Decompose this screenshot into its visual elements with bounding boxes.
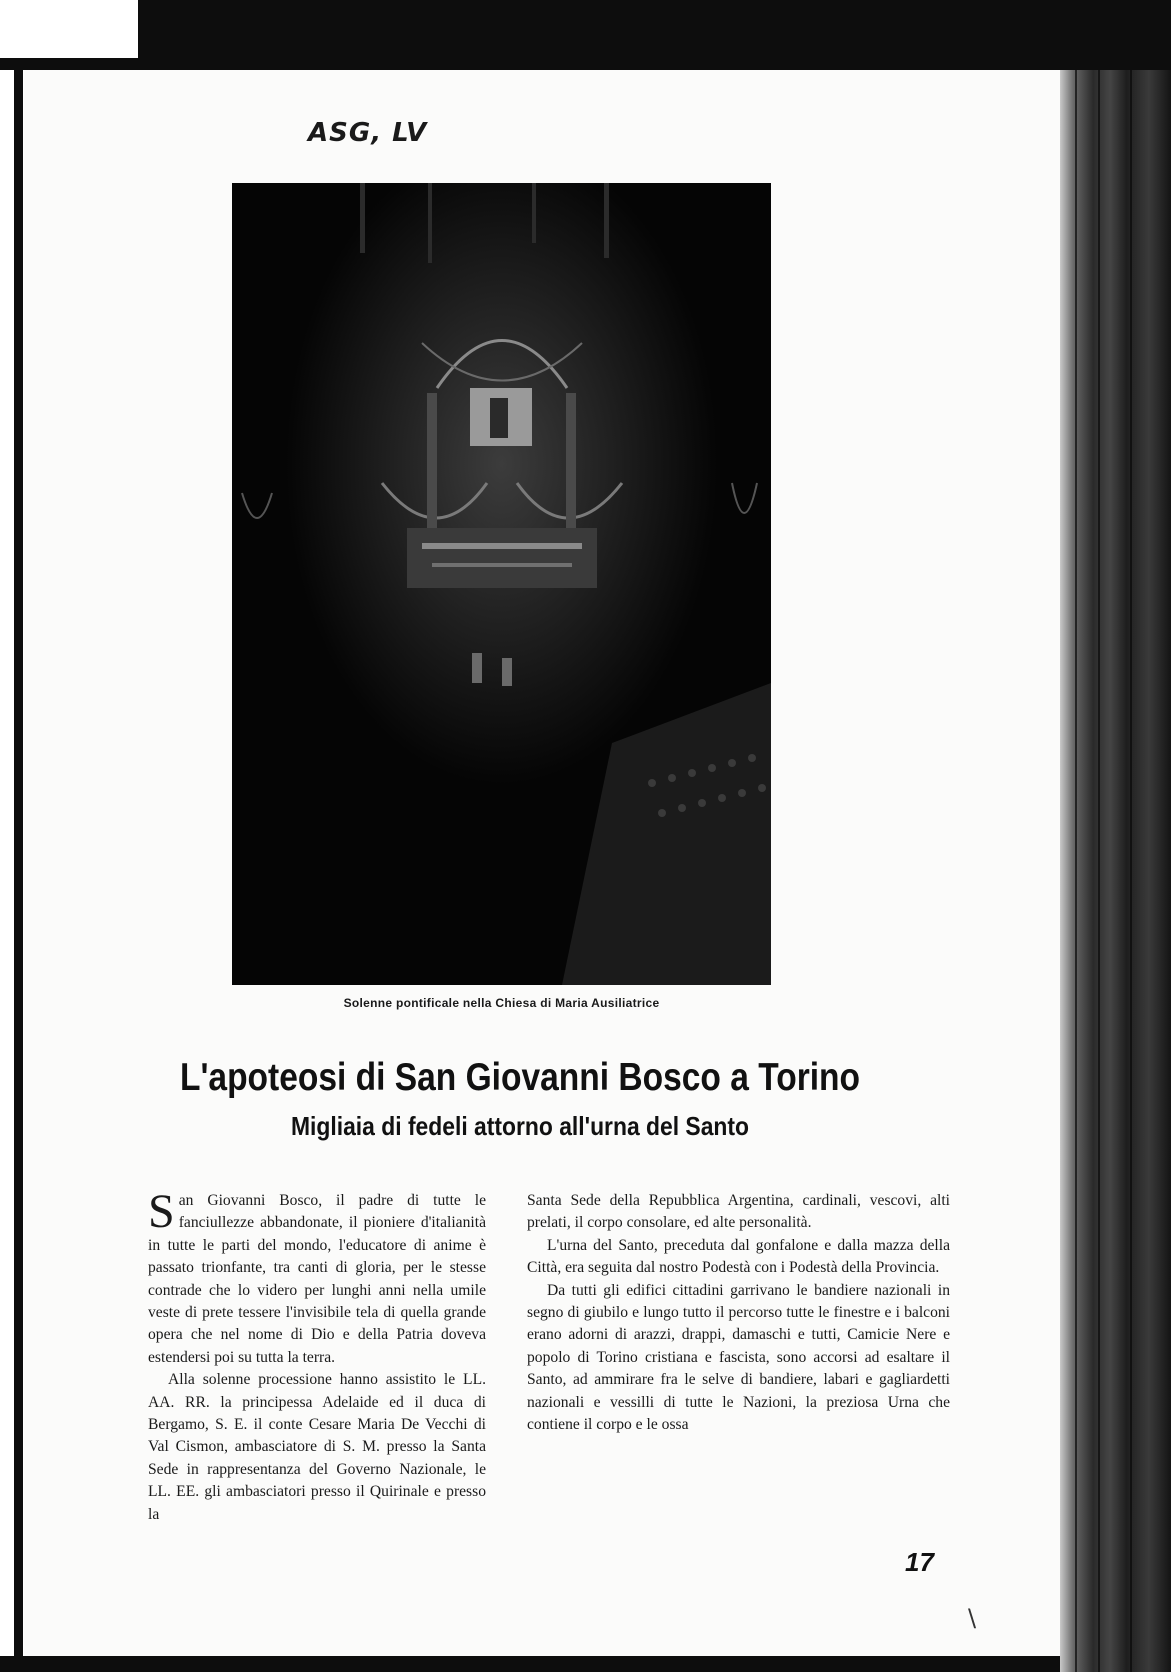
spine-edge-line bbox=[1130, 70, 1132, 1672]
paragraph-text: an Giovanni Bosco, il padre di tutte le fanciullezze abbandonate, il pioniere d'italianità in tutte le parti del mondo, l'educatore di anime è passato trionfante, tra canti di gloria, per le stesse contrade che lo videro per lunghi anni nella umile veste di prete tessere l'invisibile tela di quella grande opera che nel nome di Dio e della Patria doveva estendersi poi su tutta la terra. bbox=[148, 1192, 486, 1366]
scan-border-left bbox=[14, 58, 23, 1672]
drop-cap: S bbox=[148, 1185, 175, 1238]
spine-edge-line bbox=[1075, 70, 1077, 1672]
photo-caption: Solenne pontificale nella Chiesa di Maria Ausiliatrice bbox=[343, 996, 660, 1010]
article-column-right bbox=[527, 1190, 950, 1436]
margin-pen-mark: \ bbox=[968, 1604, 977, 1632]
paragraph bbox=[148, 1185, 486, 1369]
scan-border-bottom bbox=[0, 1656, 1171, 1672]
church-altar-photo-icon bbox=[232, 183, 771, 985]
scan-border-notch bbox=[0, 0, 138, 58]
paragraph: L'urna del Santo, preceduta dal gonfalone e dalla mazza della Città, era seguita dal nostro Podestà con i Podestà della Provincia. bbox=[527, 1236, 950, 1277]
paragraph: Da tutti gli edifici cittadini garrivano le bandiere nazionali in segno di giubilo e lungo tutto il percorso tutte le finestre e i balconi erano adorni di arazzi, drappi, damaschi e tutti, Camicie Nere e popolo di Torino cristiana e fascista, sono accorsi ad esaltare il Santo, ad ammirare fra le selve di bandiere, labari e gagliardetti nazionali e vessilli di tutte le Nazioni, la preziosa Urna che contiene il corpo e le ossa bbox=[527, 1281, 950, 1434]
paragraph: Alla solenne processione hanno assistito le LL. AA. RR. la principessa Adelaide ed il duca di Bergamo, S. E. il conte Cesare Maria De Vecchi di Val Cismon, ambasciatore di S. M. presso la Santa Sede in rappresentanza del Governo Nazionale, le LL. EE. gli ambasciatori presso il Quirinale e presso la bbox=[148, 1371, 486, 1523]
spine-edge-line bbox=[1098, 70, 1100, 1672]
article-subtitle: Migliaia di fedeli attorno all'urna del Santo bbox=[290, 1111, 750, 1141]
article-column-left bbox=[148, 1185, 486, 1526]
article-title: L'apoteosi di San Giovanni Bosco a Torino bbox=[179, 1056, 861, 1099]
church-altar-photo bbox=[232, 183, 771, 985]
paragraph: Santa Sede della Repubblica Argentina, cardinali, vescovi, alti prelati, il corpo consolare, ed alte personalità. bbox=[527, 1192, 950, 1232]
handwritten-archive-note: ASG, LV bbox=[308, 118, 428, 148]
scan-border-top bbox=[0, 0, 1171, 70]
page-number: 17 bbox=[905, 1547, 934, 1577]
